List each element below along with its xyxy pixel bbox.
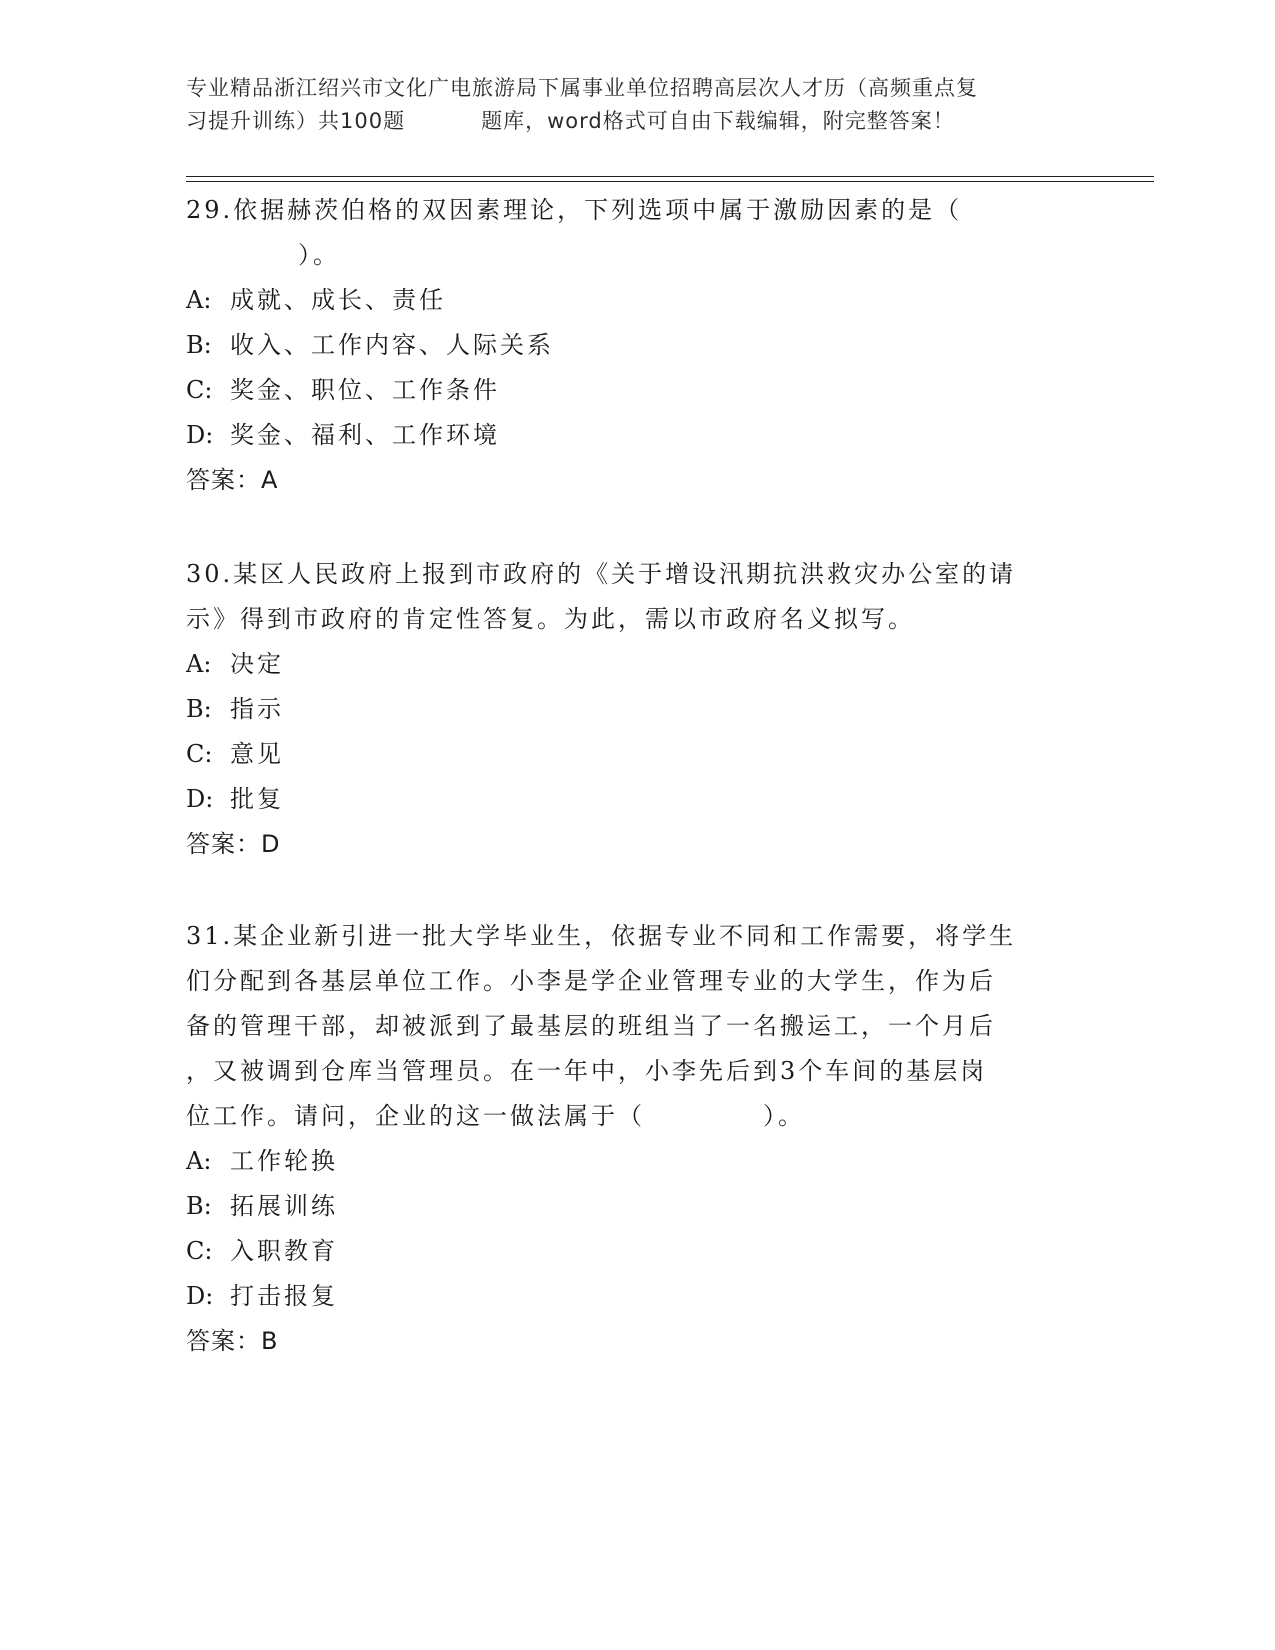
header-line-2-part-1: 习提升训练）共100题 xyxy=(186,109,406,133)
question-text xyxy=(186,914,1086,1139)
question-text-line: 31.某企业新引进一批大学毕业生，依据专业不同和工作需要，将学生 xyxy=(186,922,1017,950)
option-c xyxy=(186,1229,1086,1274)
option-text: 批复 xyxy=(230,785,284,813)
option-letter: C: xyxy=(186,740,213,768)
option-letter: D: xyxy=(186,1282,214,1310)
option-letter: C: xyxy=(186,376,213,404)
answer-key: 答案：D xyxy=(186,830,281,858)
question-text-line-end: ）。 xyxy=(298,241,340,269)
option-text: 决定 xyxy=(230,650,284,678)
header-rule-top xyxy=(186,176,1154,177)
question-text xyxy=(186,188,1086,278)
option-d xyxy=(186,1274,1086,1319)
option-letter: A: xyxy=(186,1147,212,1175)
option-a xyxy=(186,278,1086,323)
option-text: 收入、工作内容、人际关系 xyxy=(230,331,554,359)
option-letter: D: xyxy=(186,785,214,813)
question-text xyxy=(186,552,1086,642)
option-letter: C: xyxy=(186,1237,213,1265)
option-b xyxy=(186,323,1086,368)
option-d xyxy=(186,777,1086,822)
question-text-line: 30.某区人民政府上报到市政府的《关于增设汛期抗洪救灾办公室的请 xyxy=(186,560,1017,588)
header-rule-bottom xyxy=(186,181,1154,182)
question-text-line-end: ）。 xyxy=(763,1102,805,1130)
option-text: 指示 xyxy=(230,695,284,723)
document-header xyxy=(186,72,1086,138)
question-29 xyxy=(186,188,1086,503)
option-text: 工作轮换 xyxy=(230,1147,338,1175)
option-text: 意见 xyxy=(230,740,284,768)
option-b xyxy=(186,687,1086,732)
option-a xyxy=(186,642,1086,687)
option-text: 奖金、福利、工作环境 xyxy=(230,421,500,449)
answer-key: 答案：A xyxy=(186,466,279,494)
question-text-line: 29.依据赫茨伯格的双因素理论，下列选项中属于激励因素的是（ xyxy=(186,196,963,224)
question-text-line: 备的管理干部，却被派到了最基层的班组当了一名搬运工，一个月后 xyxy=(186,1012,996,1040)
question-31 xyxy=(186,914,1086,1364)
option-c xyxy=(186,368,1086,413)
option-text: 成就、成长、责任 xyxy=(230,286,446,314)
question-30 xyxy=(186,552,1086,867)
question-text-line xyxy=(186,233,1086,278)
question-text-line-start: 位工作。请问，企业的这一做法属于（ xyxy=(186,1102,645,1130)
option-a xyxy=(186,1139,1086,1184)
header-line-1: 专业精品浙江绍兴市文化广电旅游局下属事业单位招聘高层次人才历（高频重点复 xyxy=(186,76,978,100)
option-letter: A: xyxy=(186,650,212,678)
answer-key: 答案：B xyxy=(186,1327,279,1355)
question-text-line: 示》得到市政府的肯定性答复。为此，需以市政府名义拟写。 xyxy=(186,605,915,633)
question-text-line: 们分配到各基层单位工作。小李是学企业管理专业的大学生，作为后 xyxy=(186,967,996,995)
option-text: 拓展训练 xyxy=(230,1192,338,1220)
option-letter: B: xyxy=(186,695,212,723)
option-b xyxy=(186,1184,1086,1229)
option-d xyxy=(186,413,1086,458)
question-text-line: ，又被调到仓库当管理员。在一年中，小李先后到3个车间的基层岗 xyxy=(186,1057,988,1085)
option-letter: D: xyxy=(186,421,214,449)
option-letter: B: xyxy=(186,1192,212,1220)
header-line-2 xyxy=(186,105,1086,138)
option-c xyxy=(186,732,1086,777)
question-text-line xyxy=(186,1094,1086,1139)
option-text: 打击报复 xyxy=(230,1282,338,1310)
header-line-2-part-2: 题库，word格式可自由下载编辑，附完整答案！ xyxy=(481,109,955,133)
option-text: 奖金、职位、工作条件 xyxy=(230,376,500,404)
option-letter: A: xyxy=(186,286,212,314)
option-letter: B: xyxy=(186,331,212,359)
option-text: 入职教育 xyxy=(230,1237,338,1265)
